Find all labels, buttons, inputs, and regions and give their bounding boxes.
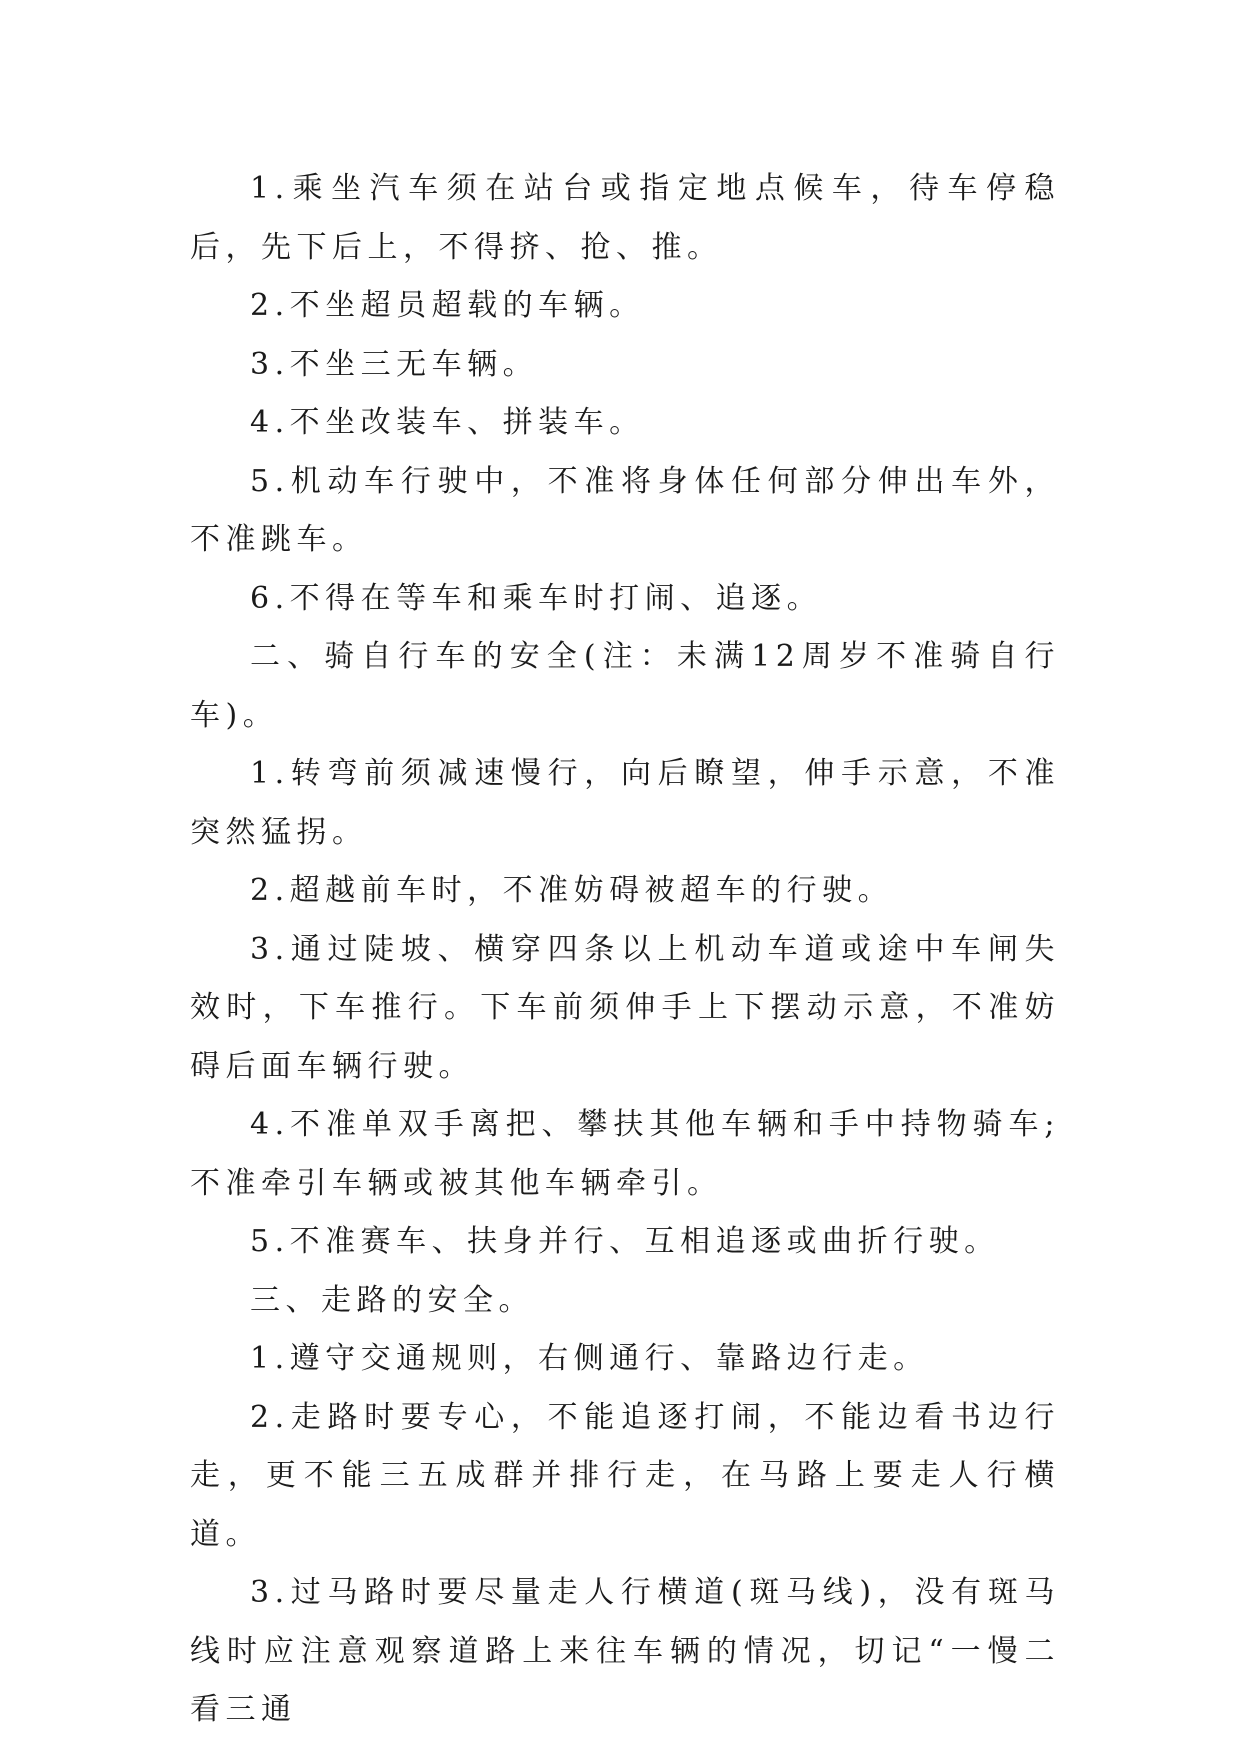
paragraph-3: 3.不坐三无车辆。 [250,346,539,382]
paragraph-15: 2.走路时要专心，不能追逐打闹，不能边看书边行走，更不能三五成群并排行走，在马路上要走人行横道。 [190,1399,1060,1552]
paragraph-4: 4.不坐改装车、拼装车。 [250,405,645,440]
paragraph-2: 2.不坐超员超载的车辆。 [250,288,645,323]
paragraph-16: 3.过马路时要尽量走人行横道(斑马线)，没有斑马线时应注意观察道路上来往车辆的情况，切记“一慢二看三通 [190,1575,1060,1727]
paragraph-11: 4.不准单双手离把、攀扶其他车辆和手中持物骑车;不准牵引车辆或被其他车辆牵引。 [190,1107,1060,1201]
paragraph-14: 1.遵守交通规则，右侧通行、靠路边行走。 [250,1341,929,1376]
paragraph-5: 5.机动车行驶中，不准将身体任何部分伸出车外，不准跳车。 [190,463,1060,557]
paragraph-12: 5.不准赛车、扶身并行、互相追逐或曲折行驶。 [250,1224,1000,1259]
document-body [190,160,1060,1740]
paragraph-6: 6.不得在等车和乘车时打闹、追逐。 [250,580,823,616]
paragraph-8: 1.转弯前须减速慢行，向后瞭望，伸手示意，不准突然猛拐。 [190,756,1060,850]
section-heading-walking: 三、走路的安全。 [250,1282,534,1318]
section-heading-bicycle: 二、骑自行车的安全(注：未满12周岁不准骑自行车)。 [190,639,1060,733]
paragraph-10: 3.通过陡坡、横穿四条以上机动车道或途中车闸失效时，下车推行。下车前须伸手上下摆动示意，不准妨碍后面车辆行驶。 [190,931,1060,1084]
paragraph-1: 1.乘坐汽车须在站台或指定地点候车，待车停稳后，先下后上，不得挤、抢、推。 [190,171,1060,265]
paragraph-9: 2.超越前车时，不准妨碍被超车的行驶。 [250,873,894,908]
